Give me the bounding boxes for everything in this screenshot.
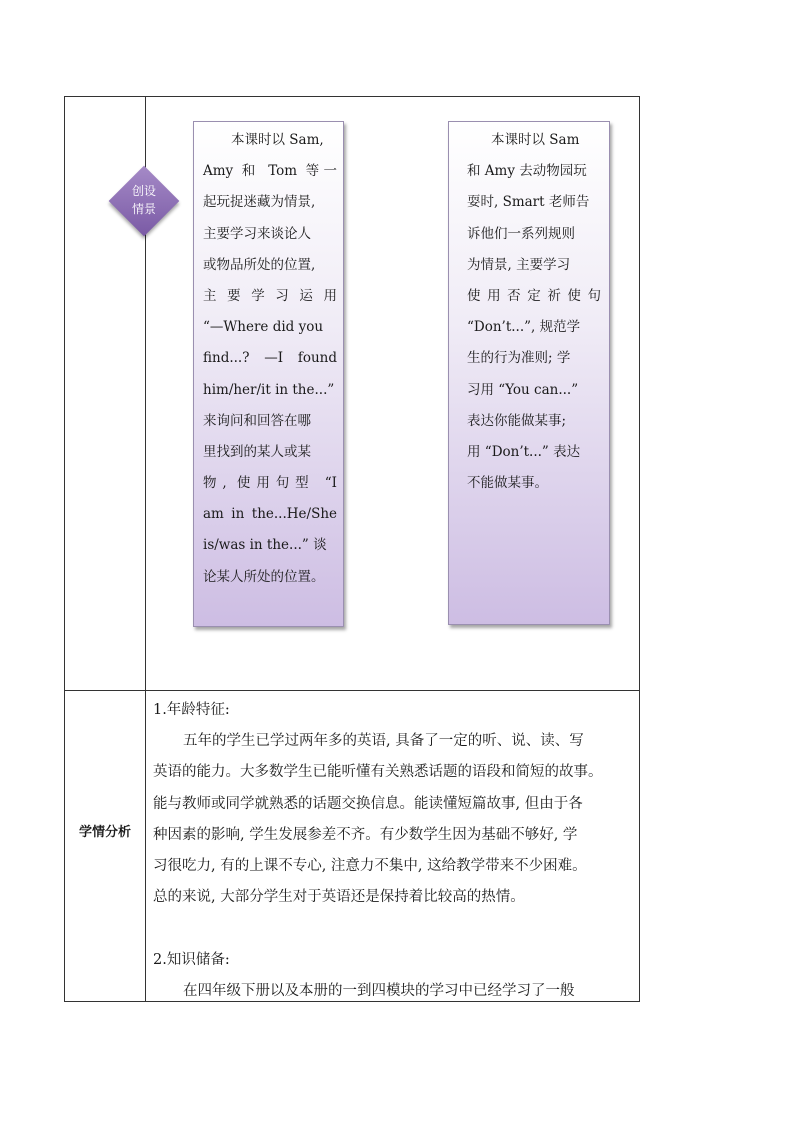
card-line: 为情景, 主要学习 (467, 256, 571, 273)
paragraph-line: 种因素的影响, 学生发展参差不齐。有少数学生因为基础不够好, 学 (153, 826, 578, 843)
paragraph-line: 总的来说, 大部分学生对于英语还是保持着比较高的热情。 (153, 889, 525, 906)
card-line: 用 “Don’t...” 表达 (467, 443, 581, 460)
scenario-label-line-2: 情景 (131, 202, 156, 216)
card-line: 论某人所处的位置。 (203, 568, 325, 585)
card-line: 里找到的某人或某 (203, 443, 311, 460)
card-line: 物, 使用句型 “I (203, 475, 337, 492)
student-analysis-content (153, 695, 633, 1007)
section-heading: 2.知识储备: (153, 951, 230, 968)
card-line: am in the...He/She (203, 506, 337, 523)
card-line: him/her/it in the...” (203, 381, 335, 398)
card-line: 本课时以 Sam (491, 132, 580, 148)
paragraph-line: 习很吃力, 有的上课不专心, 注意力不集中, 这给教学带来不少困难。 (153, 857, 587, 874)
card-line: 耍时, Smart 老师告 (467, 194, 590, 211)
card-line: 或物品所处的位置, (203, 256, 316, 273)
blank-line (153, 913, 633, 944)
scenario-card-hide-and-seek (193, 121, 344, 627)
card-line: 主要学习来谈论人 (203, 225, 311, 242)
card-line: 诉他们一系列规则 (467, 225, 575, 242)
card-line: 本课时以 Sam, (231, 132, 324, 148)
card-line: find...? —I found (203, 350, 337, 367)
section-heading: 1.年龄特征: (153, 702, 230, 718)
scenario-card-zoo-rules (448, 121, 610, 625)
card-line: 习用 “You can...” (467, 381, 579, 398)
card-line: is/was in the...” 谈 (203, 537, 327, 554)
card-line: “—Where did you (203, 319, 324, 336)
student-analysis-label: 学情分析 (78, 825, 131, 840)
card-line: “Don’t...”, 规范学 (467, 319, 581, 336)
card-line: 表达你能做某事; (467, 412, 567, 429)
lesson-plan-table (64, 96, 640, 1002)
card-line: 不能做某事。 (467, 475, 548, 492)
paragraph-line: 在四年级下册以及本册的一到四模块的学习中已经学习了一般 (183, 982, 575, 999)
scenario-label (107, 182, 181, 218)
card-line: Amy 和 Tom 等一 (203, 163, 337, 180)
card-line: 生的行为准则; 学 (467, 350, 571, 367)
scenario-label-line-1: 创设 (131, 184, 156, 198)
scenario-diamond-badge (107, 164, 181, 238)
paragraph-line: 英语的能力。大多数学生已能听懂有关熟悉话题的语段和简短的故事。 (153, 764, 603, 781)
paragraph-line: 五年的学生已学过两年多的英语, 具备了一定的听、说、读、写 (183, 733, 584, 750)
row-divider (65, 690, 639, 691)
card-line: 使用否定祈使句 (467, 287, 601, 304)
card-line: 主 要 学 习 运 用 (203, 287, 337, 304)
card-line: 和 Amy 去动物园玩 (467, 163, 587, 180)
card-line: 起玩捉迷藏为情景, (203, 194, 316, 211)
paragraph-line: 能与教师或同学就熟悉的话题交换信息。能读懂短篇故事, 但由于各 (153, 795, 583, 812)
card-line: 来询问和回答在哪 (203, 412, 311, 429)
